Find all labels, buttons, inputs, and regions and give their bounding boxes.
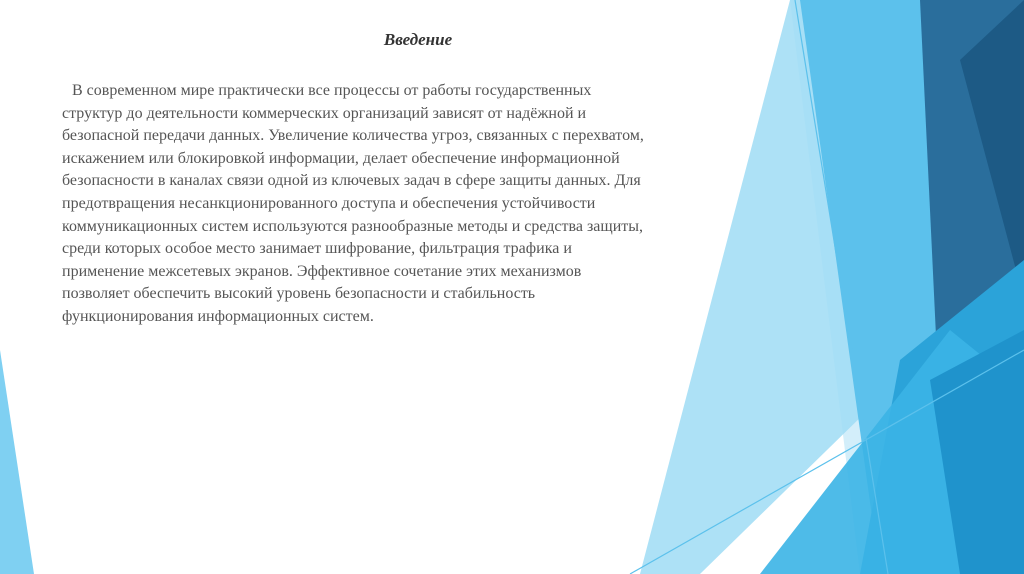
body-line: применение межсетевых экранов. Эффективное сочетание этих механизмов <box>62 262 582 280</box>
body-line: В современном мире практически все процессы от работы государственных <box>72 82 592 99</box>
body-line: безопасной передачи данных. Увеличение количества угроз, связанных с перехватом, <box>62 127 644 145</box>
slide-title: Введение <box>383 30 453 49</box>
body-line: структур до деятельности коммерческих организаций зависят от надёжной и <box>62 104 587 122</box>
body-line: предотвращения несанкционированного доступа и обеспечения устойчивости <box>62 194 596 212</box>
left-accent-shape <box>0 350 34 574</box>
body-line: безопасности в каналах связи одной из ключевых задач в сфере защиты данных. Для <box>62 172 641 190</box>
body-line: позволяет обеспечить высокий уровень безопасности и стабильность <box>62 285 536 303</box>
slide-body-text <box>62 80 782 329</box>
body-line: функционирования информационных систем. <box>62 307 374 325</box>
body-line: искажением или блокировкой информации, делает обеспечение информационной <box>62 149 620 167</box>
body-line: коммуникационных систем используются разнообразные методы и средства защиты, <box>62 217 643 235</box>
body-line: среди которых особое место занимает шифрование, фильтрация трафика и <box>62 240 572 258</box>
